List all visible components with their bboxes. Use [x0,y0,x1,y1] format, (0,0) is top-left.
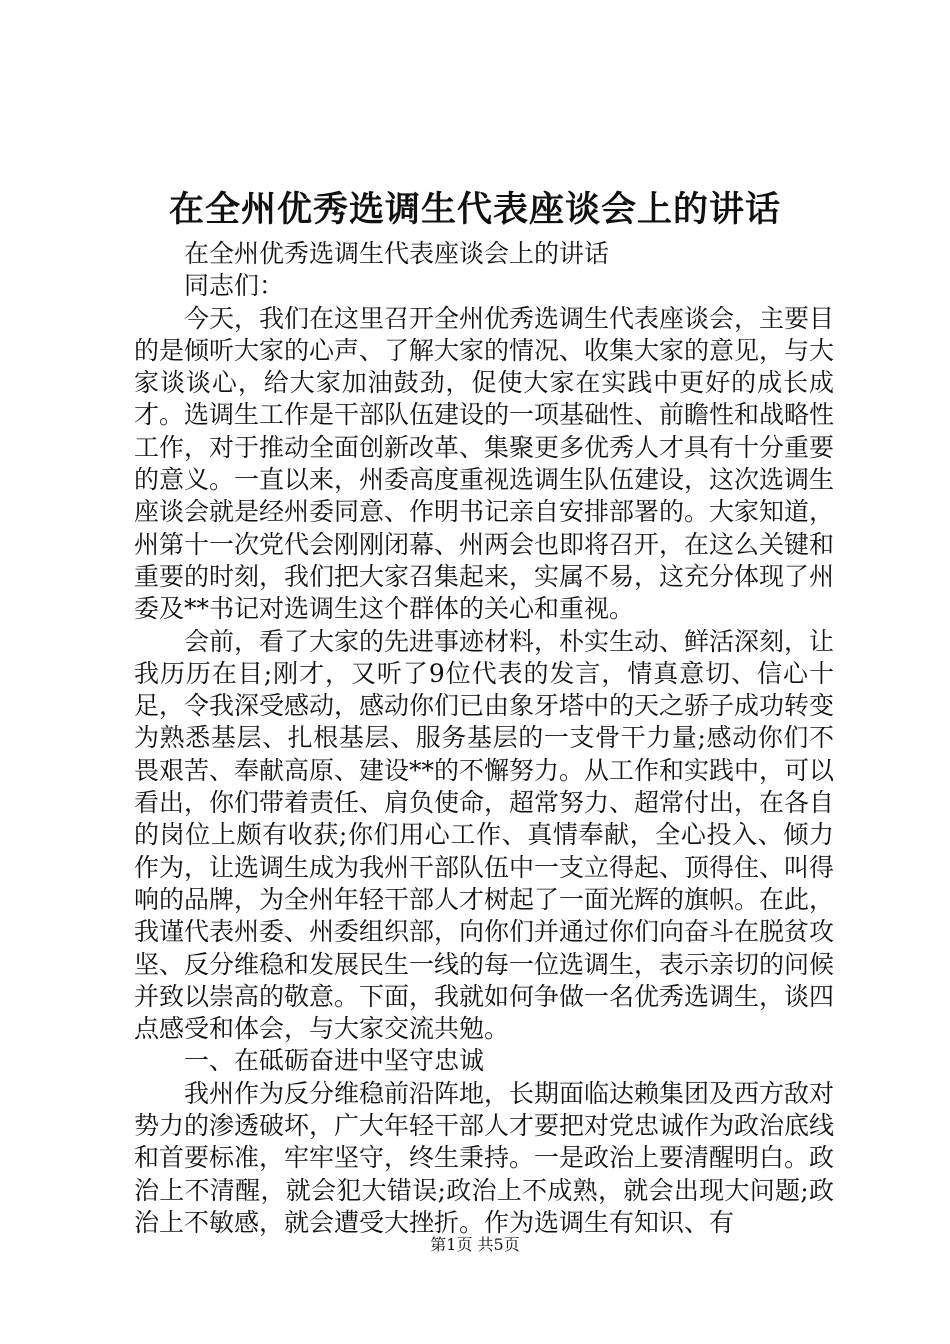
paragraph-loyalty: 我州作为反分维稳前沿阵地，长期面临达赖集团及西方敌对势力的渗透破坏，广大年轻干部人才要把对党忠诚作为政治底线和首要标准，牢牢坚守，终生秉持。一是政治上要清醒明白。政治上不清醒，就会犯大错误;政治上不成熟，就会出现大问题;政治上不敏感，就会遭受大挫折。作为选调生有知识、有 [134,1078,835,1237]
paragraph-salutation: 同志们： [184,271,285,301]
paragraph-subtitle: 在全州优秀选调生代表座谈会上的讲话 [184,239,610,268]
paragraph-opening: 今天，我们在这里召开全州优秀选调生代表座谈会，主要目的是倾听大家的心声、了解大家的情况、收集大家的意见，与大家谈谈心，给大家加油鼓劲，促使大家在实践中更好的成长成才。选调生工作是干部队伍建设的一项基础性、前瞻性和战略性工作，对于推动全面创新改革、集聚更多优秀人才具有十分重要的意义。一直以来，州委高度重视选调生队伍建设，这次选调生座谈会就是经州委同意、作明书记亲自安排部署的。大家知道，州第十一次党代会刚刚闭幕、州两会也即将召开，在这么关键和重要的时刻，我们把大家召集起来，实属不易，这充分体现了州委及**书记对选调生这个群体的关心和重视。 [134,303,835,624]
paragraph-impressions: 会前，看了大家的先进事迹材料，朴实生动、鲜活深刻，让我历历在目;刚才，又听了9位代表的发言，情真意切、信心十足，令我深受感动，感动你们已由象牙塔中的天之骄子成功转变为熟悉基层、扎根基层、服务基层的一支骨干力量;感动你们不畏艰苦、奉献高原、建设**的不懈努力。从工作和实践中，可以看出，你们带着责任、肩负使命，超常努力、超常付出，在各自的岗位上颇有收获;你们用心工作、真情奉献，全心投入、倾力作为，让选调生成为我州干部队伍中一支立得起、顶得住、叫得响的品牌，为全州年轻干部人才树起了一面光辉的旗帜。在此，我谨代表州委、州委组织部，向你们并通过你们向奋斗在脱贫攻坚、反分维稳和发展民生一线的每一位选调生，表示亲切的问候并致以崇高的敬意。下面，我就如何争做一名优秀选调生，谈四点感受和体会，与大家交流共勉。 [134,626,835,1044]
section-heading-loyalty: 一、在砥砺奋进中坚守忠诚 [184,1046,485,1076]
document-body [134,238,834,1239]
page-footer: 第1页 共5页 [430,1235,520,1254]
document-title: 在全州优秀选调生代表座谈会上的讲话 [168,189,781,230]
